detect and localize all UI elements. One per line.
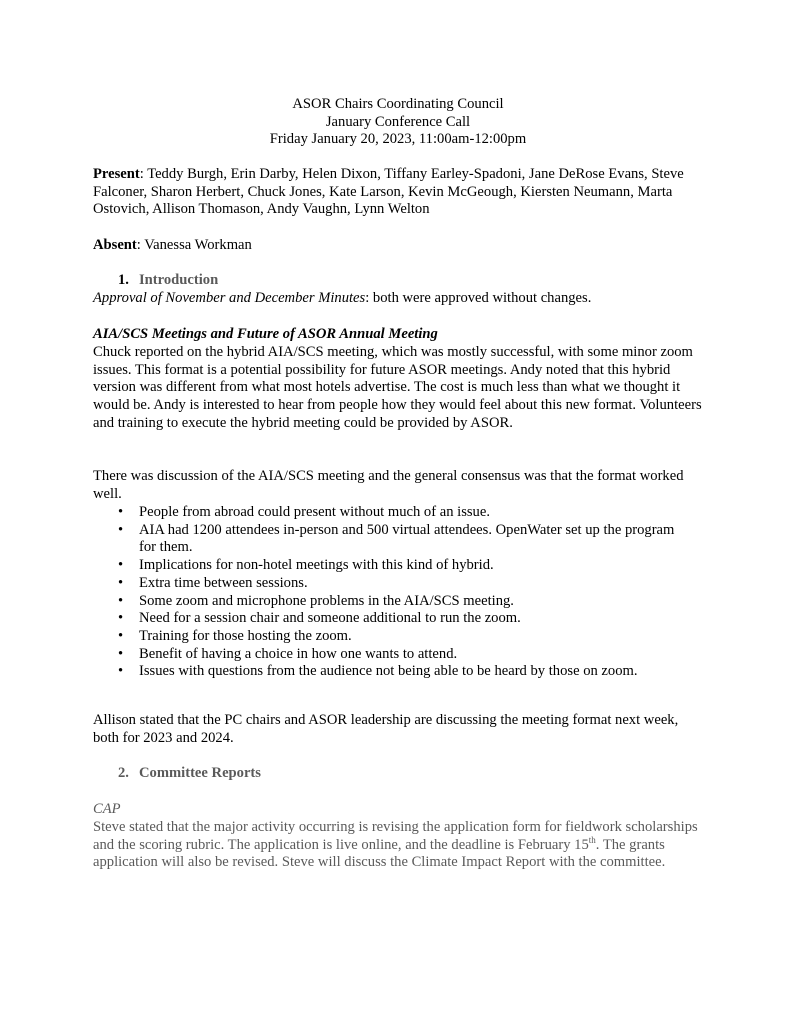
- section-committee-reports-heading: [118, 765, 261, 783]
- section-introduction-heading: [118, 272, 218, 290]
- discussion-paragraph: There was discussion of the AIA/SCS meeting and the general consensus was that the format worked well.: [93, 468, 684, 502]
- bullet-icon: •: [118, 504, 124, 520]
- list-item: • Issues with questions from the audience not being able to be heard by those on zoom.: [118, 663, 638, 680]
- bullet-icon: •: [118, 574, 124, 591]
- aia-paragraph: Chuck reported on the hybrid AIA/SCS meeting, which was mostly successful, with some minor zoom issues. This format is a potential possibility for future ASOR meetings. Andy noted that this hybrid version was different from what most hotels advertise. The cost is much less than what we thought it would be. Andy is interested to hear from people how they would feel about this new format. Volunteers and training to execute the hybrid meeting could be provided by ASOR.: [93, 344, 702, 431]
- present-names: : Teddy Burgh, Erin Darby, Helen Dixon, Tiffany Earley-Spadoni, Jane DeRose Evans, Steve Falconer, Sharon Herbert, Chuck Jones, Kate Larson, Kevin McGeough, Kiersten Neumann, Marta Ostovich, Allison Thomason, Andy Vaughn, Lynn Welton: [93, 166, 684, 218]
- present-paragraph: [93, 166, 703, 219]
- cap-heading: CAP: [93, 801, 121, 817]
- present-label: Present: [93, 166, 140, 182]
- document-header: [93, 96, 703, 149]
- call-date: Friday January 20, 2023, 11:00am-12:00pm: [269, 131, 527, 148]
- list-item: • Extra time between sessions.: [118, 574, 308, 591]
- cap-paragraph: Steve stated that the major activity occurring is revising the application form for fieldwork scholarships and the scoring rubric. The application is live online, and the deadline is February 15th. The grants application will also be revised. Steve will discuss the Climate Impact Report with the committee.: [93, 819, 698, 871]
- allison-paragraph: Allison stated that the PC chairs and ASOR leadership are discussing the meeting format next week, both for 2023 and 2024.: [93, 712, 679, 746]
- section-title: Committee Reports: [139, 765, 261, 781]
- call-title: January Conference Call: [325, 113, 471, 130]
- section-title: Introduction: [139, 272, 219, 288]
- list-item: • Training for those hosting the zoom.: [118, 627, 352, 644]
- section-number: 2.: [118, 765, 129, 781]
- list-item: • Benefit of having a choice in how one wants to attend.: [118, 645, 458, 662]
- council-title: ASOR Chairs Coordinating Council: [292, 96, 504, 112]
- bullet-icon: •: [118, 645, 124, 662]
- list-item: • AIA had 1200 attendees in-person and 500 virtual attendees. OpenWater set up the program for them.: [118, 521, 675, 556]
- bullet-icon: •: [118, 663, 124, 680]
- approval-paragraph: [93, 290, 703, 308]
- aia-subheading: AIA/SCS Meetings and Future of ASOR Annual Meeting: [93, 326, 438, 342]
- bullet-icon: •: [118, 627, 124, 644]
- absent-names: : Vanessa Workman: [136, 237, 252, 253]
- discussion-bullet-list: [118, 504, 678, 681]
- section-number: 1.: [118, 272, 129, 288]
- ordinal-suffix: th: [588, 834, 596, 845]
- approval-text: : both were approved without changes.: [365, 290, 592, 306]
- approval-label: Approval of November and December Minutes: [93, 290, 366, 306]
- list-item: • People from abroad could present without much of an issue.: [118, 504, 490, 520]
- list-item: • Implications for non-hotel meetings with this kind of hybrid.: [118, 557, 494, 574]
- absent-label: Absent: [93, 237, 137, 253]
- bullet-icon: •: [118, 610, 124, 627]
- bullet-icon: •: [118, 592, 124, 609]
- list-item: • Some zoom and microphone problems in the AIA/SCS meeting.: [118, 592, 514, 609]
- absent-paragraph: [93, 237, 703, 255]
- bullet-icon: •: [118, 521, 124, 538]
- list-item: • Need for a session chair and someone additional to run the zoom.: [118, 610, 521, 627]
- bullet-icon: •: [118, 557, 124, 574]
